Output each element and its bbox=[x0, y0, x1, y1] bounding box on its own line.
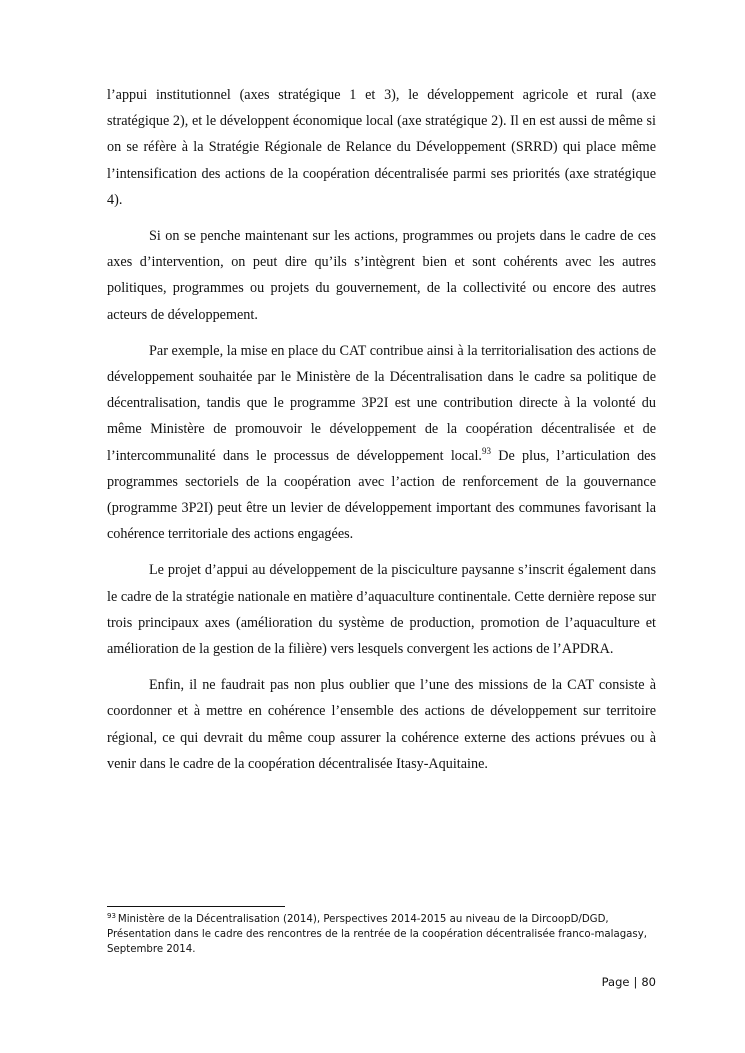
page-separator: | bbox=[633, 975, 638, 989]
paragraph-pisciculture: Le projet d’appui au développement de la pisciculture paysanne s’inscrit également dans le cadre de la stratégie nationale en matière d’aquaculture continentale. Cette dernière repose sur trois principaux axes (amélioration du système de production, promotion de l’aquaculture et amélioration de la gestion de la filière) vers lesquels convergent les actions de l’APDRA. bbox=[107, 562, 656, 658]
footnote-number: 93 bbox=[107, 912, 116, 920]
paragraph-text-before-note: Par exemple, la mise en place du CAT contribue ainsi à la territorialisation des actions de développement souhaitée par le Ministère de la Décentralisation dans le cadre sa politique de décentralisation, tandis que le programme 3P2I est une contribution directe à la volonté du même Ministère de promouvoir le développement de la coopération décentralisée et de l’intercommunalité dans le processus de développement local. bbox=[107, 342, 656, 464]
paragraph-actions-coherence: Si on se penche maintenant sur les actions, programmes ou projets dans le cadre de ces axes d’intervention, on peut dire qu’ils s’intègrent bien et sont cohérents avec les autres politiques, programmes ou projets du gouvernement, de la collectivité ou encore des autres acteurs de développement. bbox=[107, 228, 656, 323]
page-footer bbox=[602, 975, 656, 989]
paragraph-text-after-note: De plus, l’articulation des programmes sectoriels de la coopération avec l’action de renforcement de la gouvernance (programme 3P2I) peut être un levier de développement important des communes favorisant la cohérence territoriale des actions engagées. bbox=[107, 447, 656, 543]
paragraph-continuation: l’appui institutionnel (axes stratégique 1 et 3), le développement agricole et rural (axe stratégique 2), et le développent économique local (axe stratégique 2). Il en est aussi de même si on se réfère à la Stratégie Régionale de Relance du Développement (SRRD) qui place même l’intensification des actions de la coopération décentralisée parmi ses priorités (axe stratégique 4). bbox=[107, 87, 656, 208]
page-number: 80 bbox=[641, 975, 656, 989]
paragraph-example-cat bbox=[107, 338, 656, 548]
footnote-reference[interactable]: 93 bbox=[481, 445, 491, 456]
footnote bbox=[107, 912, 656, 957]
footnote-divider bbox=[107, 906, 285, 907]
document-body bbox=[107, 82, 656, 787]
footnote-text: Ministère de la Décentralisation (2014), Perspectives 2014-2015 au niveau de la DircoopD/DGD, Présentation dans le cadre des rencontres de la rentrée de la coopération décentralisée franco-malagasy, Septembre 2014. bbox=[107, 914, 647, 955]
page-label: Page bbox=[601, 975, 630, 989]
paragraph-conclusion: Enfin, il ne faudrait pas non plus oublier que l’une des missions de la CAT consiste à coordonner et à mettre en cohérence l’ensemble des actions de développement sur territoire régional, ce qui devrait du même coup assurer la cohérence externe des actions prévues ou à venir dans le cadre de la coopération décentralisée Itasy-Aquitaine. bbox=[107, 677, 656, 772]
